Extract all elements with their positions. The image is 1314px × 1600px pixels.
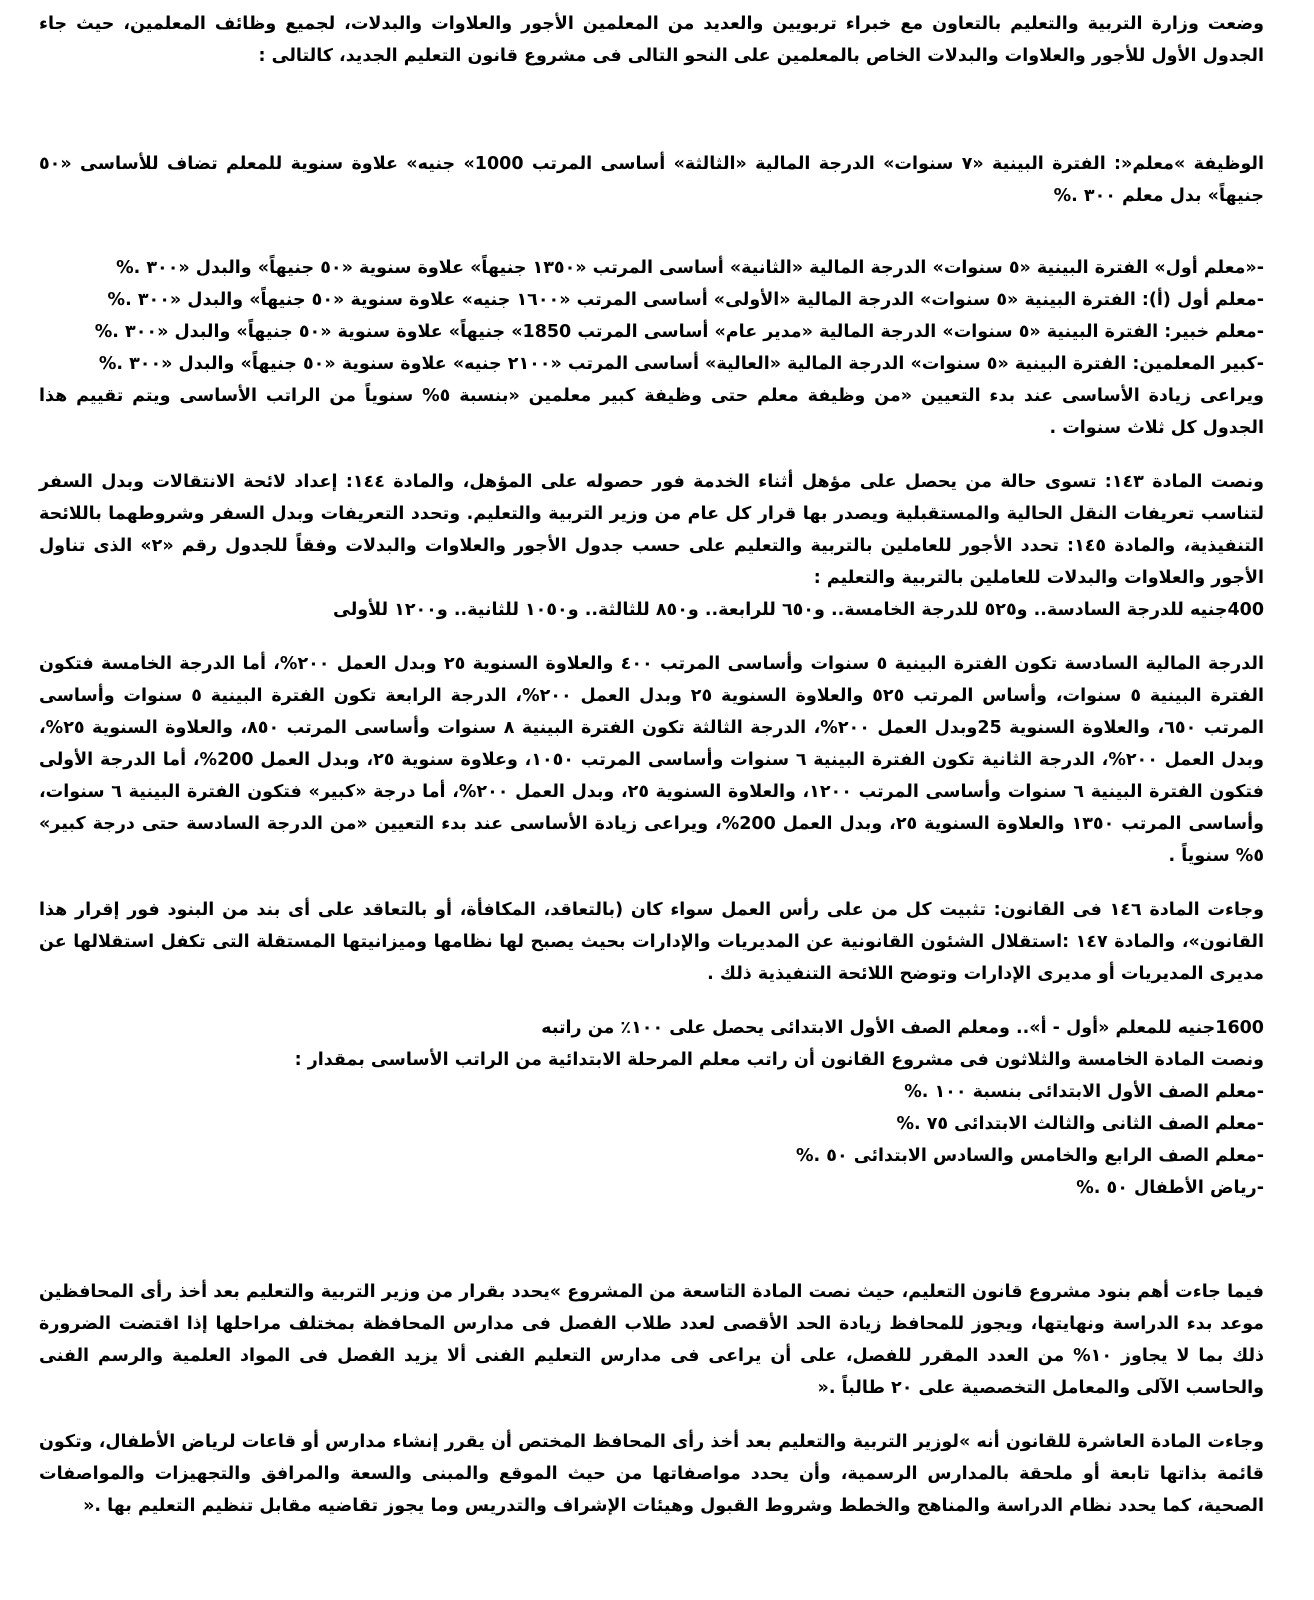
grades-note: ويراعى زيادة الأساسى عند بدء التعيين «من وظيفة معلم حتى وظيفة كبير معلمين «بنسبة ٥% سنوياً من الراتب الأساسى ويتم تقييم هذا الجدول كل ثلاث سنوات . [39,386,1264,438]
spacer [39,872,1264,894]
primary-ratio-line: -معلم الصف الأول الابتدائى بنسبة ١٠٠ .% [904,1082,1264,1102]
primary-ratio-line: -معلم الصف الثانى والثالث الابتدائى ٧٥ .% [896,1114,1264,1134]
intro-paragraph: وضعت وزارة التربية والتعليم بالتعاون مع خبراء تربويين والعديد من المعلمين الأجور والعلاوات والبدلات، لجميع وظائف المعلمين، حيث جاء الجدول الأول للأجور والعلاوات والبدلات الخاص بالمعلمين على النحو التالى فى مشروع قانون التعليم الجديد، كالتالى : [39,14,1264,66]
article-146-paragraph: وجاءت المادة ١٤٦ فى القانون: تثبيت كل من على رأس العمل سواء كان (بالتعاقد، المكافأة، أو بالتعاقد على أى بند من البنود فور إقرار هذا القانون»، والمادة ١٤٧ :استقلال الشئون القانونية عن المديريات والإدارات بحيث يصبح لها نظامها وميزانيتها المستقلة التى تكفل استقلالها عن مديرى المديريات أو مديرى الإدارات وتوضح اللائحة التنفيذية ذلك . [39,900,1265,984]
article-35-paragraph: ونصت المادة الخامسة والثلاثون فى مشروع القانون أن راتب معلم المرحلة الابتدائية من الراتب الأساسى بمقدار : [294,1050,1264,1070]
grade-line-senior-teacher: -«معلم أول» الفترة البينية «٥ سنوات» الدرجة المالية «الثانية» أساسى المرتب «١٣٥٠ جنيهاً» علاوة سنوية «٥٠ جنيهاً» والبدل «٣٠٠ .% [116,258,1264,278]
spacer [39,72,1264,148]
spacer [39,990,1264,1012]
spacer [39,1404,1264,1426]
grade-line-chief-teacher: -كبير المعلمين: الفترة البينية «٥ سنوات» الدرجة المالية «العالية» أساسى المرتب «٢١٠٠ جنيه» علاوة سنوية «٥٠ جنيهاً» والبدل «٣٠٠ .% [98,354,1264,374]
first-grade-line: 1600جنيه للمعلم «أول - أ».. ومعلم الصف الأول الابتدائى يحصل على ١٠٠٪ من راتبه [541,1018,1264,1038]
degrees-paragraph: الدرجة المالية السادسة تكون الفترة البينية ٥ سنوات وأساسى المرتب ٤٠٠ والعلاوة السنوية ٢٥ وبدل العمل ٢٠٠%، أما الدرجة الخامسة فتكون الفترة البينية ٥ سنوات، وأساس المرتب ٥٢٥ والعلاوة السنوية ٢٥ وبدل العمل ٢٠٠%، الدرجة الرابعة تكون الفترة البينية ٥ سنوات وأساسى المرتب ٦٥٠، والعلاوة السنوية 25وبدل العمل ٢٠٠%، الدرجة الثالثة تكون الفترة البينية ٨ سنوات وأساسى المرتب ٨٥٠، والعلاوة السنوية ٢٥%، وبدل العمل ٢٠٠%، الدرجة الثانية تكون الفترة البينية ٦ سنوات وأساسى المرتب ١٠٥٠، وعلاوة سنوية ٢٥، وبدل العمل 200%، أما الدرجة الأولى فتكون الفترة البينية ٦ سنوات وأساسى المرتب ١٢٠٠، والعلاوة السنوية ٢٥، وبدل العمل ٢٠٠%، أما درجة «كبير» فتكون الفترة البينية ٦ سنوات، وأساسى المرتب ١٣٥٠ والعلاوة السنوية ٢٥، وبدل العمل 200%، ويراعى زيادة الأساسى عند بدء التعيين «من الدرجة السادسة حتى درجة كبير» ٥% سنوياً . [39,654,1265,866]
article-143-paragraph: ونصت المادة ١٤٣: تسوى حالة من يحصل على مؤهل أثناء الخدمة فور حصوله على المؤهل، والمادة ١٤٤: إعداد لائحة الانتقالات وبدل السفر لتناسب تعريفات النقل الحالية والمستقبلية ويصدر بها قرار كل عام من وزير التربية والتعليم. وتحدد التعريفات وبدل السفر وشروطهما باللائحة التنفيذية، والمادة ١٤٥: تحدد الأجور للعاملين بالتربية والتعليم على حسب جدول الأجور والعلاوات والبدلات وفقاً للجدول رقم «٢» الذى تناول الأجور والعلاوات والبدلات للعاملين بالتربية والتعليم : [39,472,1264,588]
grade-line-senior-teacher-a: -معلم أول (أ): الفترة البينية «٥ سنوات» الدرجة المالية «الأولى» أساسى المرتب «١٦٠٠ جنيه» علاوة سنوية «٥٠ جنيهاً» والبدل «٣٠٠ .% [107,290,1264,310]
primary-ratio-line: -رياض الأطفال ٥٠ .% [1076,1178,1264,1198]
spacer [39,1204,1264,1276]
article-body [39,8,1264,1522]
grade-line-expert-teacher: -معلم خبير: الفترة البينية «٥ سنوات» الدرجة المالية «مدير عام» أساسى المرتب 1850» جنيهاً» علاوة سنوية «٥٠ جنيهاً» والبدل «٣٠٠ .% [94,322,1264,342]
spacer [39,444,1264,466]
article-10-paragraph: وجاءت المادة العاشرة للقانون أنه »لوزير التربية والتعليم بعد أخذ رأى المحافظ المختص أن يقرر إنشاء مدارس أو قاعات لرياض الأطفال، وتكون قائمة بذاتها تابعة أو ملحقة بالمدارس الرسمية، وأن يحدد مواصفاتها من حيث الموقع والمبنى والسعة والمرافق والتجهيزات والمواصفات الصحية، كما يحدد نظام الدراسة والمناهج والخطط وشروط القبول وهيئات الإشراف والتدريس وما يجوز تقاضيه مقابل تنظيم التعليم بها .« [39,1432,1264,1516]
article-9-paragraph: فيما جاءت أهم بنود مشروع قانون التعليم، حيث نصت المادة التاسعة من المشروع »يحدد بقرار من وزير التربية والتعليم بعد أخذ رأى المحافظين موعد بدء الدراسة ونهايتها، ويجوز للمحافظ زيادة الحد الأقصى لعدد طلاب الفصل فى مدارس المحافظة بمختلف مراحلها إذا اقتضت الضرورة ذلك بما لا يجاوز ١٠% من العدد المقرر للفصل، على أن يراعى فى مدارس التعليم الفنى ألا يزيد الفصل فى المواد العلمية والرسم الفنى والحاسب الآلى والمعامل التخصصية على ٢٠ طالباً .« [39,1282,1264,1398]
spacer [39,626,1264,648]
wages-line: 400جنيه للدرجة السادسة.. و٥٢٥ للدرجة الخامسة.. و٦٥٠ للرابعة.. و٨٥٠ للثالثة.. و١٠٥٠ للثانية.. و١٢٠٠ للأولى [333,600,1264,620]
teacher-paragraph: الوظيفة »معلم«: الفترة البينية «٧ سنوات» الدرجة المالية «الثالثة» أساسى المرتب 1000» جنيه» علاوة سنوية للمعلم تضاف للأساسى «٥٠ جنيهاً» بدل معلم ٣٠٠ .% [39,154,1264,206]
primary-ratio-line: -معلم الصف الرابع والخامس والسادس الابتدائى ٥٠ .% [796,1146,1264,1166]
spacer [39,212,1264,252]
